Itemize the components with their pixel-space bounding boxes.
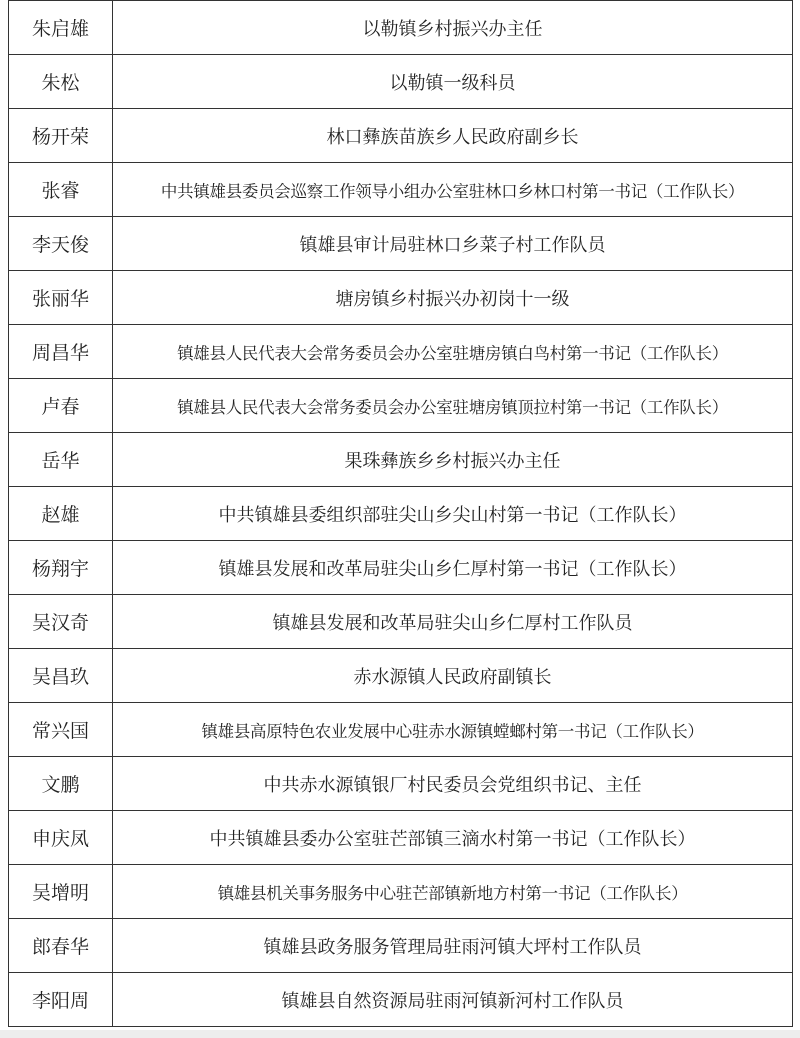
role-cell: 塘房镇乡村振兴办初岗十一级: [113, 271, 793, 325]
table-row: [9, 163, 793, 217]
role-cell: 果珠彝族乡乡村振兴办主任: [113, 433, 793, 487]
role-cell: 赤水源镇人民政府副镇长: [113, 649, 793, 703]
table-row: [9, 541, 793, 595]
name-cell: 朱启雄: [9, 1, 113, 55]
role-cell: 中共镇雄县委员会巡察工作领导小组办公室驻林口乡林口村第一书记（工作队长）: [113, 163, 793, 217]
table-row: [9, 109, 793, 163]
name-cell: 杨开荣: [9, 109, 113, 163]
name-cell: 吴增明: [9, 865, 113, 919]
name-cell: 吴汉奇: [9, 595, 113, 649]
name-cell: 李阳周: [9, 973, 113, 1027]
name-cell: 申庆凤: [9, 811, 113, 865]
table-row: [9, 217, 793, 271]
table-row: [9, 271, 793, 325]
table-row: [9, 325, 793, 379]
table-row: [9, 919, 793, 973]
table-row: [9, 595, 793, 649]
role-cell: 中共赤水源镇银厂村民委员会党组织书记、主任: [113, 757, 793, 811]
role-cell: 镇雄县发展和改革局驻尖山乡仁厚村工作队员: [113, 595, 793, 649]
role-cell: 镇雄县发展和改革局驻尖山乡仁厚村第一书记（工作队长）: [113, 541, 793, 595]
table-row: [9, 865, 793, 919]
table-row: [9, 55, 793, 109]
table-row: [9, 757, 793, 811]
name-cell: 杨翔宇: [9, 541, 113, 595]
table-row: [9, 379, 793, 433]
role-cell: 以勒镇一级科员: [113, 55, 793, 109]
personnel-table: [8, 0, 793, 1027]
name-cell: 李天俊: [9, 217, 113, 271]
role-cell: 镇雄县人民代表大会常务委员会办公室驻塘房镇白鸟村第一书记（工作队长）: [113, 325, 793, 379]
personnel-table-container: [8, 0, 792, 1027]
role-cell: 林口彝族苗族乡人民政府副乡长: [113, 109, 793, 163]
name-cell: 文鹏: [9, 757, 113, 811]
name-cell: 岳华: [9, 433, 113, 487]
role-cell: 以勒镇乡村振兴办主任: [113, 1, 793, 55]
table-row: [9, 811, 793, 865]
name-cell: 朱松: [9, 55, 113, 109]
role-cell: 中共镇雄县委组织部驻尖山乡尖山村第一书记（工作队长）: [113, 487, 793, 541]
table-row: [9, 703, 793, 757]
role-cell: 镇雄县人民代表大会常务委员会办公室驻塘房镇顶拉村第一书记（工作队长）: [113, 379, 793, 433]
role-cell: 镇雄县自然资源局驻雨河镇新河村工作队员: [113, 973, 793, 1027]
name-cell: 卢春: [9, 379, 113, 433]
bottom-scroll-strip: [0, 1030, 800, 1038]
role-cell: 镇雄县机关事务服务中心驻芒部镇新地方村第一书记（工作队长）: [113, 865, 793, 919]
name-cell: 张睿: [9, 163, 113, 217]
name-cell: 周昌华: [9, 325, 113, 379]
table-row: [9, 1, 793, 55]
table-row: [9, 433, 793, 487]
table-row: [9, 487, 793, 541]
role-cell: 镇雄县政务服务管理局驻雨河镇大坪村工作队员: [113, 919, 793, 973]
name-cell: 张丽华: [9, 271, 113, 325]
name-cell: 常兴国: [9, 703, 113, 757]
role-cell: 中共镇雄县委办公室驻芒部镇三滴水村第一书记（工作队长）: [113, 811, 793, 865]
table-row: [9, 973, 793, 1027]
table-row: [9, 649, 793, 703]
role-cell: 镇雄县高原特色农业发展中心驻赤水源镇螳螂村第一书记（工作队长）: [113, 703, 793, 757]
role-cell: 镇雄县审计局驻林口乡菜子村工作队员: [113, 217, 793, 271]
name-cell: 赵雄: [9, 487, 113, 541]
name-cell: 吴昌玖: [9, 649, 113, 703]
name-cell: 郎春华: [9, 919, 113, 973]
